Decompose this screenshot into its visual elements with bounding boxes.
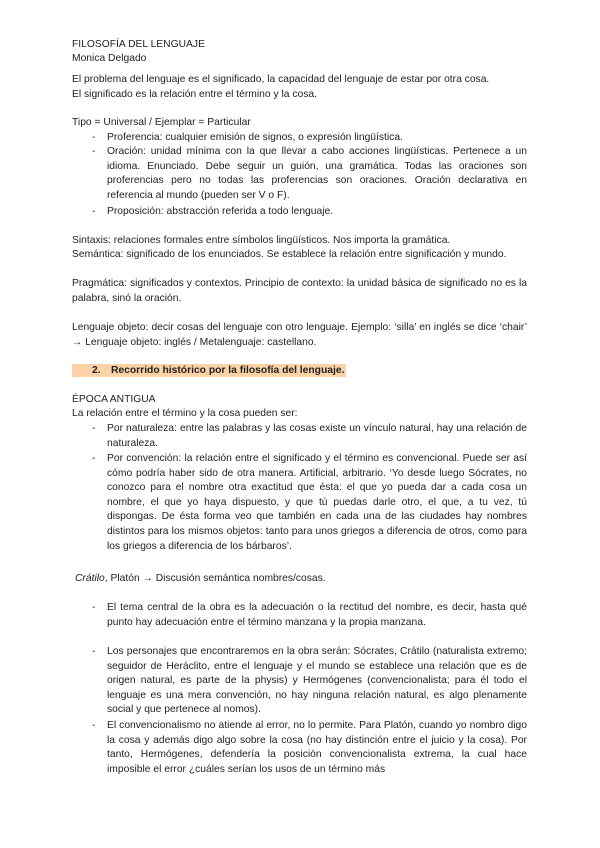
bullet-proferencia: Proferencia: cualquier emisión de signos, o expresión lingüística. <box>107 132 403 143</box>
bullet-marker: - <box>92 720 96 731</box>
lenguaje-objeto: Lenguaje objeto: decir cosas del lenguaje con otro lenguaje. Ejemplo: ‘silla’ en inglés se dice ‘chair’ → Lenguaje objeto: inglés / Metalenguaje: castellano. <box>72 322 527 348</box>
tipo-heading: Tipo = Universal / Ejemplar = Particular <box>72 117 251 128</box>
document-author: Monica Delgado <box>72 53 147 64</box>
cratilo-description: , Platón → Discusión semántica nombres/cosas. <box>104 573 326 584</box>
bullet-naturaleza: Por naturaleza: entre las palabras y las cosas existe un vínculo natural, hay una relación de naturaleza. <box>107 423 527 449</box>
bullet-marker: - <box>92 453 96 464</box>
bullet-marker: - <box>92 602 96 613</box>
section-number: 2. <box>92 365 101 376</box>
cratilo-line <box>75 572 326 586</box>
section-title: Recorrido histórico por la filosofía del lenguaje. <box>111 365 345 376</box>
def-pragmatica: Pragmática: significados y contextos. Principio de contexto: la unidad básica de significado no es la palabra, sinó la oración. <box>72 278 527 304</box>
bullet-marker: - <box>92 423 96 434</box>
bullet-marker: - <box>92 132 96 143</box>
bullet-marker: - <box>92 146 96 157</box>
bullet-marker: - <box>92 206 96 217</box>
bullet-oracion: Oración: unidad mínima con la que llevar a cabo acciones lingüísticas. Pertenece a un idioma. Enunciado. Debe seguir un guión, una gramática. Todas las oraciones son proferencias pero no todas las proferencias son oraciones. Oración declarativa en referencia al mundo (pueden ser V o F). <box>107 146 527 201</box>
bullet-tema-central: El tema central de la obra es la adecuación o la rectitud del nombre, es decir, hasta qué punto hay adecuación entre el término manzana y la propia manzana. <box>107 602 527 628</box>
epoca-heading: ÉPOCA ANTIGUA <box>72 394 156 405</box>
bullet-marker: - <box>92 646 96 657</box>
def-semantica: Semántica: significado de los enunciados. Se establece la relación entre significación y mundo. <box>72 249 507 260</box>
def-sintaxis: Sintaxis: relaciones formales entre símbolos lingüísticos. Nos importa la gramática. <box>72 235 451 246</box>
section-2-heading <box>72 364 346 378</box>
intro-line-2: El significado es la relación entre el término y la cosa. <box>72 89 317 100</box>
epoca-intro: La relación entre el término y la cosa pueden ser: <box>72 408 298 419</box>
bullet-proposicion: Proposición: abstracción referida a todo lenguaje. <box>107 206 334 217</box>
bullet-convencionalismo: El convencionalismo no atiende al error, no lo permite. Para Platón, cuando yo nombro digo la cosa y además digo algo sobre la cosa (no hay distinción entre el juicio y la cosa). Por tanto, Hermógenes, defendería la posición convencionalista extrema, la cual hace imposible el error ¿cuáles serían los usos de un término más <box>107 720 527 775</box>
cratilo-work: Crátilo <box>75 573 105 584</box>
intro-line-1: El problema del lenguaje es el significado, la capacidad del lenguaje de estar por otra cosa. <box>72 74 490 85</box>
bullet-convencion: Por convención: la relación entre el significado y el término es convencional. Puede ser así cómo podría haber sido de otra manera. Artificial, arbitrario. ‘Yo desde luego Sócrates, no conozco para el nombre otra exactitud que ésta: el que yo pueda dar a cada cosa un nombre, el que yo haya dispuesto, y que tú puedas darle otro, el que, a tu vez, tú dispongas. De ésta forma veo que también en cada una de las ciudades hay nombres distintos para los mismos objetos: tanto para unos griegos a diferencia de otros, como para los griegos a diferencia de los bárbaros’. <box>107 453 527 552</box>
bullet-personajes: Los personajes que encontraremos en la obra serán: Sócrates, Crátilo (naturalista extremo; seguidor de Heráclito, entre el lenguaje y el mundo se establece una relación que es de origen natural, es parte de la physis) y Hermógenes (convencionalista; para él todo el lenguaje es una mera convención, no hay ninguna relación natural, es algo plenamente social y que pertenece al nomos). <box>107 646 527 716</box>
document-title: FILOSOFÍA DEL LENGUAJE <box>72 39 205 50</box>
